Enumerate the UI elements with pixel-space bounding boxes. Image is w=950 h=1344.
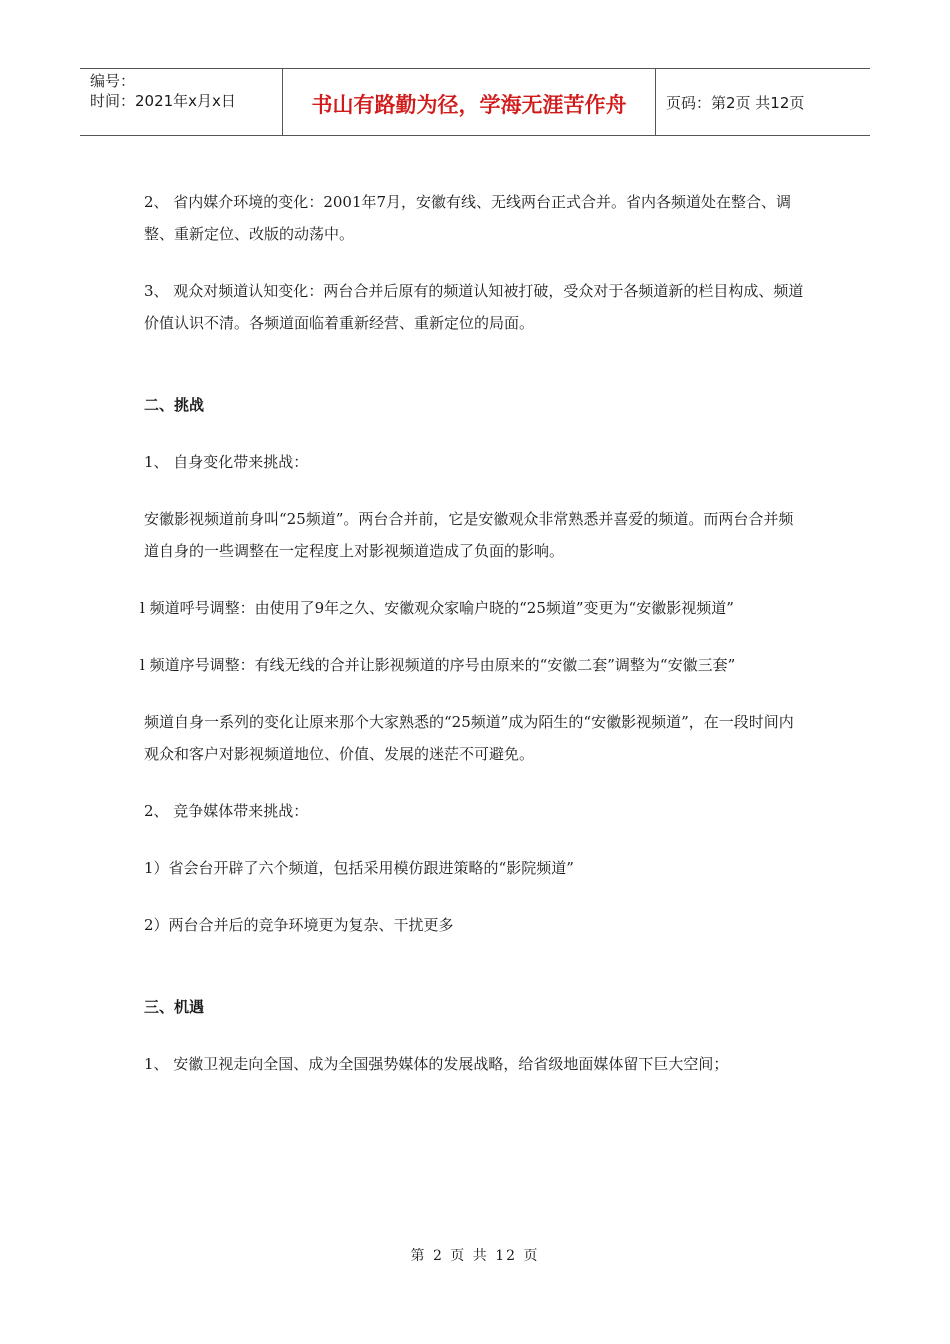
header-motto: 书山有路勤为径，学海无涯苦作舟 (282, 69, 656, 135)
paragraph: 2）两台合并后的竞争环境更为复杂、干扰更多 (144, 916, 454, 934)
section-heading: 二、挑战 (144, 396, 205, 414)
paragraph: 1、 自身变化带来挑战： (144, 453, 309, 471)
page-header (80, 68, 870, 136)
page-footer: 第 2 页 共 12 页 (410, 1248, 540, 1264)
paragraph: 安徽影视频道前身叫“25频道”。两台合并前，它是安徽观众非常熟悉并喜爱的频道。而两台合并频道自身的一些调整在一定程度上对影视频道造成了负面的影响。 (144, 510, 794, 560)
header-meta (80, 69, 282, 135)
paragraph: 1）省会台开辟了六个频道，包括采用模仿跟进策略的“影院频道” (144, 859, 574, 877)
paragraph: 2、 竞争媒体带来挑战： (144, 802, 309, 820)
document-number: 编号： (90, 72, 136, 90)
paragraph: 2、 省内媒介环境的变化：2001年7月，安徽有线、无线两台正式合并。省内各频道处在整合、调整、重新定位、改版的动荡中。 (144, 193, 792, 243)
paragraph: 3、 观众对频道认知变化：两台合并后原有的频道认知被打破，受众对于各频道新的栏目构成、频道价值认识不清。各频道面临着重新经营、重新定位的局面。 (144, 282, 804, 332)
paragraph: 1、 安徽卫视走向全国、成为全国强势媒体的发展战略，给省级地面媒体留下巨大空间； (144, 1055, 729, 1073)
document-body (140, 186, 808, 1080)
paragraph: 频道自身一系列的变化让原来那个大家熟悉的“25频道”成为陌生的“安徽影视频道”，在一段时间内观众和客户对影视频道地位、价值、发展的迷茫不可避免。 (144, 713, 794, 763)
section-heading: 三、机遇 (144, 998, 205, 1016)
bullet-paragraph: l 频道呼号调整：由使用了9年之久、安徽观众家喻户晓的“25频道”变更为“安徽影视频道” (140, 599, 734, 617)
bullet-paragraph: l 频道序号调整：有线无线的合并让影视频道的序号由原来的“安徽二套”调整为“安徽三套” (140, 656, 736, 674)
header-page-info: 页码：第2页 共12页 (666, 93, 805, 112)
document-date: 时间：2021年x月x日 (90, 92, 236, 110)
